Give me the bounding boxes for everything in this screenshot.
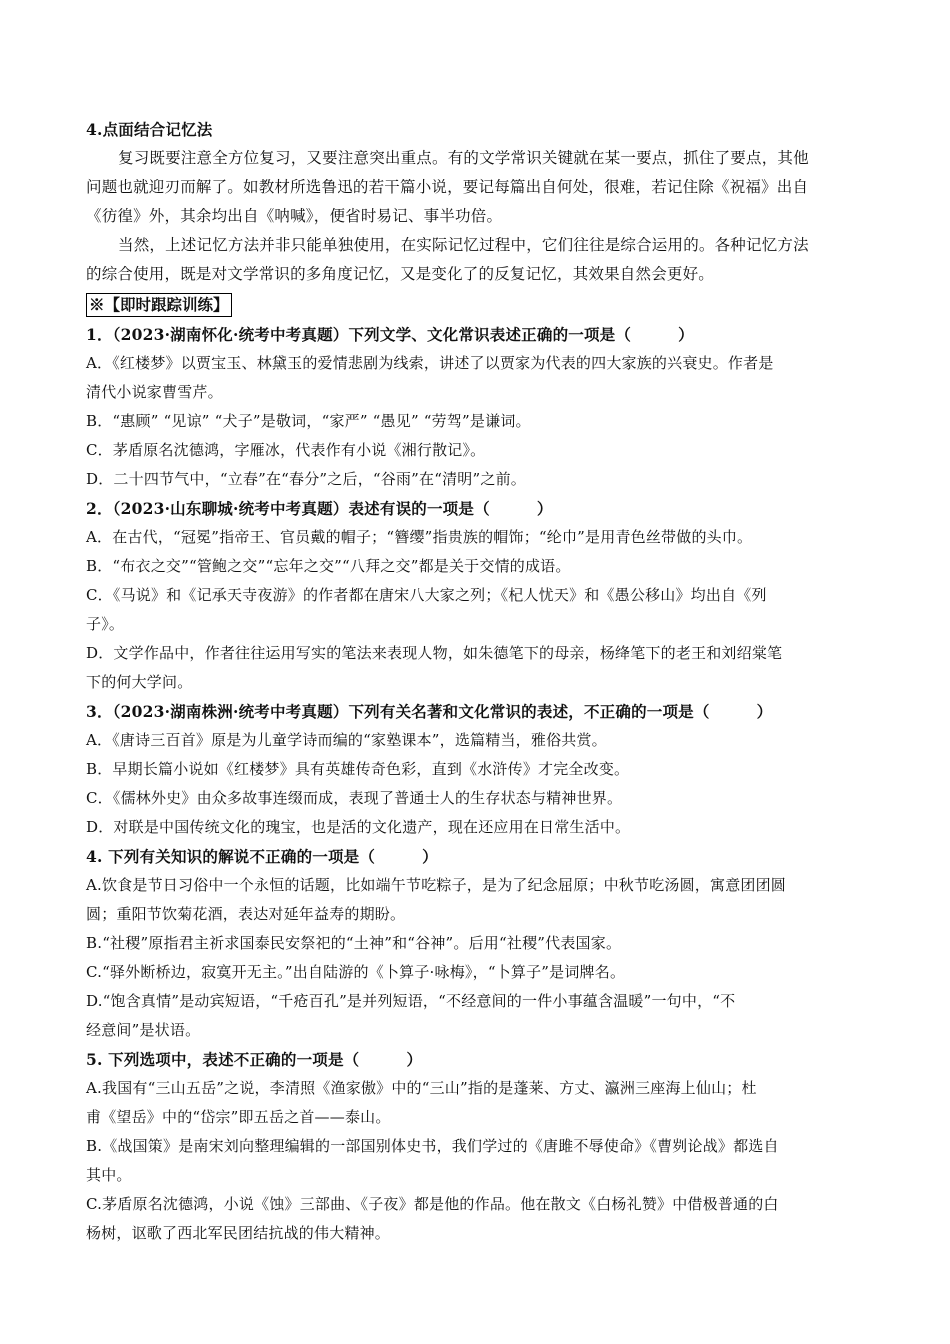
paragraph-line: 的综合使用，既是对文学常识的多角度记忆，又是变化了的反复记忆，其效果自然会更好。 — [86, 265, 715, 283]
option-c: C．《儒林外史》由众多故事连缀而成，表现了普通士人的生存状态与精神世界。 — [86, 789, 623, 807]
intro-paragraph-2 — [86, 231, 864, 289]
option-c: C．《马说》和《记承天寺夜游》的作者都在唐宋八大家之列；《杞人忧天》和《愚公移山》均出自《列 — [86, 586, 767, 604]
option-a-cont: 清代小说家曹雪芹。 — [86, 383, 223, 401]
paragraph-line: 问题也就迎刃而解了。如教材所选鲁迅的若干篇小说，要记每篇出自何处，很难，若记住除《祝福》出自 — [86, 178, 809, 196]
option-d: D.“饱含真情”是动宾短语，“千疮百孔”是并列短语，“不经意间的一件小事蕴含温暖”一句中，“不 — [86, 992, 736, 1010]
option-c: C.“驿外断桥边，寂寞开无主。”出自陆游的《卜算子·咏梅》，“卜算子”是词牌名。 — [86, 963, 626, 981]
option-d: D．二十四节气中，“立春”在“春分”之后，“谷雨”在“清明”之前。 — [86, 470, 526, 488]
option-b: B.“社稷”原指君主祈求国泰民安祭祀的“土神”和“谷神”。后用“社稷”代表国家。 — [86, 934, 622, 952]
question-2 — [86, 494, 864, 697]
question-stem: 3．（2023·湖南株洲·统考中考真题）下列有关名著和文化常识的表述，不正确的一项是（ ） — [86, 702, 773, 721]
option-a-cont: 圆；重阳节饮菊花酒，表达对延年益寿的期盼。 — [86, 905, 406, 923]
option-a: A．在古代，“冠冕”指帝王、官员戴的帽子；“簪缨”指贵族的帽饰；“纶巾”是用青色丝带做的头巾。 — [86, 528, 753, 546]
option-b: B.《战国策》是南宋刘向整理编辑的一部国别体史书，我们学过的《唐雎不辱使命》《曹刿论战》都选自 — [86, 1137, 779, 1155]
paragraph-line: 复习既要注意全方位复习，又要注意突出重点。有的文学常识关键就在某一要点，抓住了要点，其他 — [118, 149, 809, 167]
option-c-cont: 杨树，讴歌了西北军民团结抗战的伟大精神。 — [86, 1224, 391, 1242]
option-d-cont: 下的何大学问。 — [86, 673, 193, 691]
question-stem: 5. 下列选项中，表述不正确的一项是（ ） — [86, 1050, 423, 1069]
option-a: A．《唐诗三百首》原是为儿童学诗而编的“家塾课本”，选篇精当，雅俗共赏。 — [86, 731, 607, 749]
paragraph-line: 当然，上述记忆方法并非只能单独使用，在实际记忆过程中，它们往往是综合运用的。各种记忆方法 — [118, 236, 809, 254]
paragraph-line: 《彷徨》外，其余均出自《呐喊》，便省时易记、事半功倍。 — [86, 207, 503, 225]
section-heading: 4.点面结合记忆法 — [86, 120, 213, 139]
question-1 — [86, 320, 864, 494]
intro-paragraph-1 — [86, 144, 864, 231]
document-content — [86, 115, 864, 1248]
practice-title: ※【即时跟踪训练】 — [86, 293, 232, 317]
option-d: D．对联是中国传统文化的瑰宝，也是活的文化遗产，现在还应用在日常生活中。 — [86, 818, 631, 836]
option-a: A．《红楼梦》以贾宝玉、林黛玉的爱情悲剧为线索，讲述了以贾家为代表的四大家族的兴衰史。作者是 — [86, 354, 774, 372]
option-a: A.我国有“三山五岳”之说，李清照《渔家傲》中的“三山”指的是蓬莱、方丈、瀛洲三座海上仙山；杜 — [86, 1079, 757, 1097]
option-a-cont: 甫《望岳》中的“岱宗”即五岳之首——泰山。 — [86, 1108, 391, 1126]
option-c: C．茅盾原名沈德鸿，字雁冰，代表作有小说《湘行散记》。 — [86, 441, 486, 459]
option-b: B．早期长篇小说如《红楼梦》具有英雄传奇色彩，直到《水浒传》才完全改变。 — [86, 760, 630, 778]
question-stem: 1．（2023·湖南怀化·统考中考真题）下列文学、文化常识表述正确的一项是（ ） — [86, 325, 694, 344]
question-4 — [86, 842, 864, 1045]
option-c-cont: 子》。 — [86, 615, 125, 633]
question-stem: 2．（2023·山东聊城·统考中考真题）表述有误的一项是（ ） — [86, 499, 553, 518]
option-d: D．文学作品中，作者往往运用写实的笔法来表现人物，如朱德笔下的母亲，杨绛笔下的老王和刘绍棠笔 — [86, 644, 783, 662]
option-b: B．“惠顾” “见谅” “犬子”是敬词，“家严” “愚见” “劳驾”是谦词。 — [86, 412, 531, 430]
option-a: A.饮食是节日习俗中一个永恒的话题，比如端午节吃粽子，是为了纪念屈原；中秋节吃汤圆，寓意团团圆 — [86, 876, 787, 894]
question-3 — [86, 697, 864, 842]
question-stem: 4. 下列有关知识的解说不正确的一项是（ ） — [86, 847, 438, 866]
option-b-cont: 其中。 — [86, 1166, 132, 1184]
option-b: B．“布衣之交”“管鲍之交”“忘年之交”“八拜之交”都是关于交情的成语。 — [86, 557, 571, 575]
option-c: C.茅盾原名沈德鸿，小说《蚀》三部曲、《子夜》都是他的作品。他在散文《白杨礼赞》中借极普通的白 — [86, 1195, 779, 1213]
question-5 — [86, 1045, 864, 1248]
option-d-cont: 经意间”是状语。 — [86, 1021, 201, 1039]
